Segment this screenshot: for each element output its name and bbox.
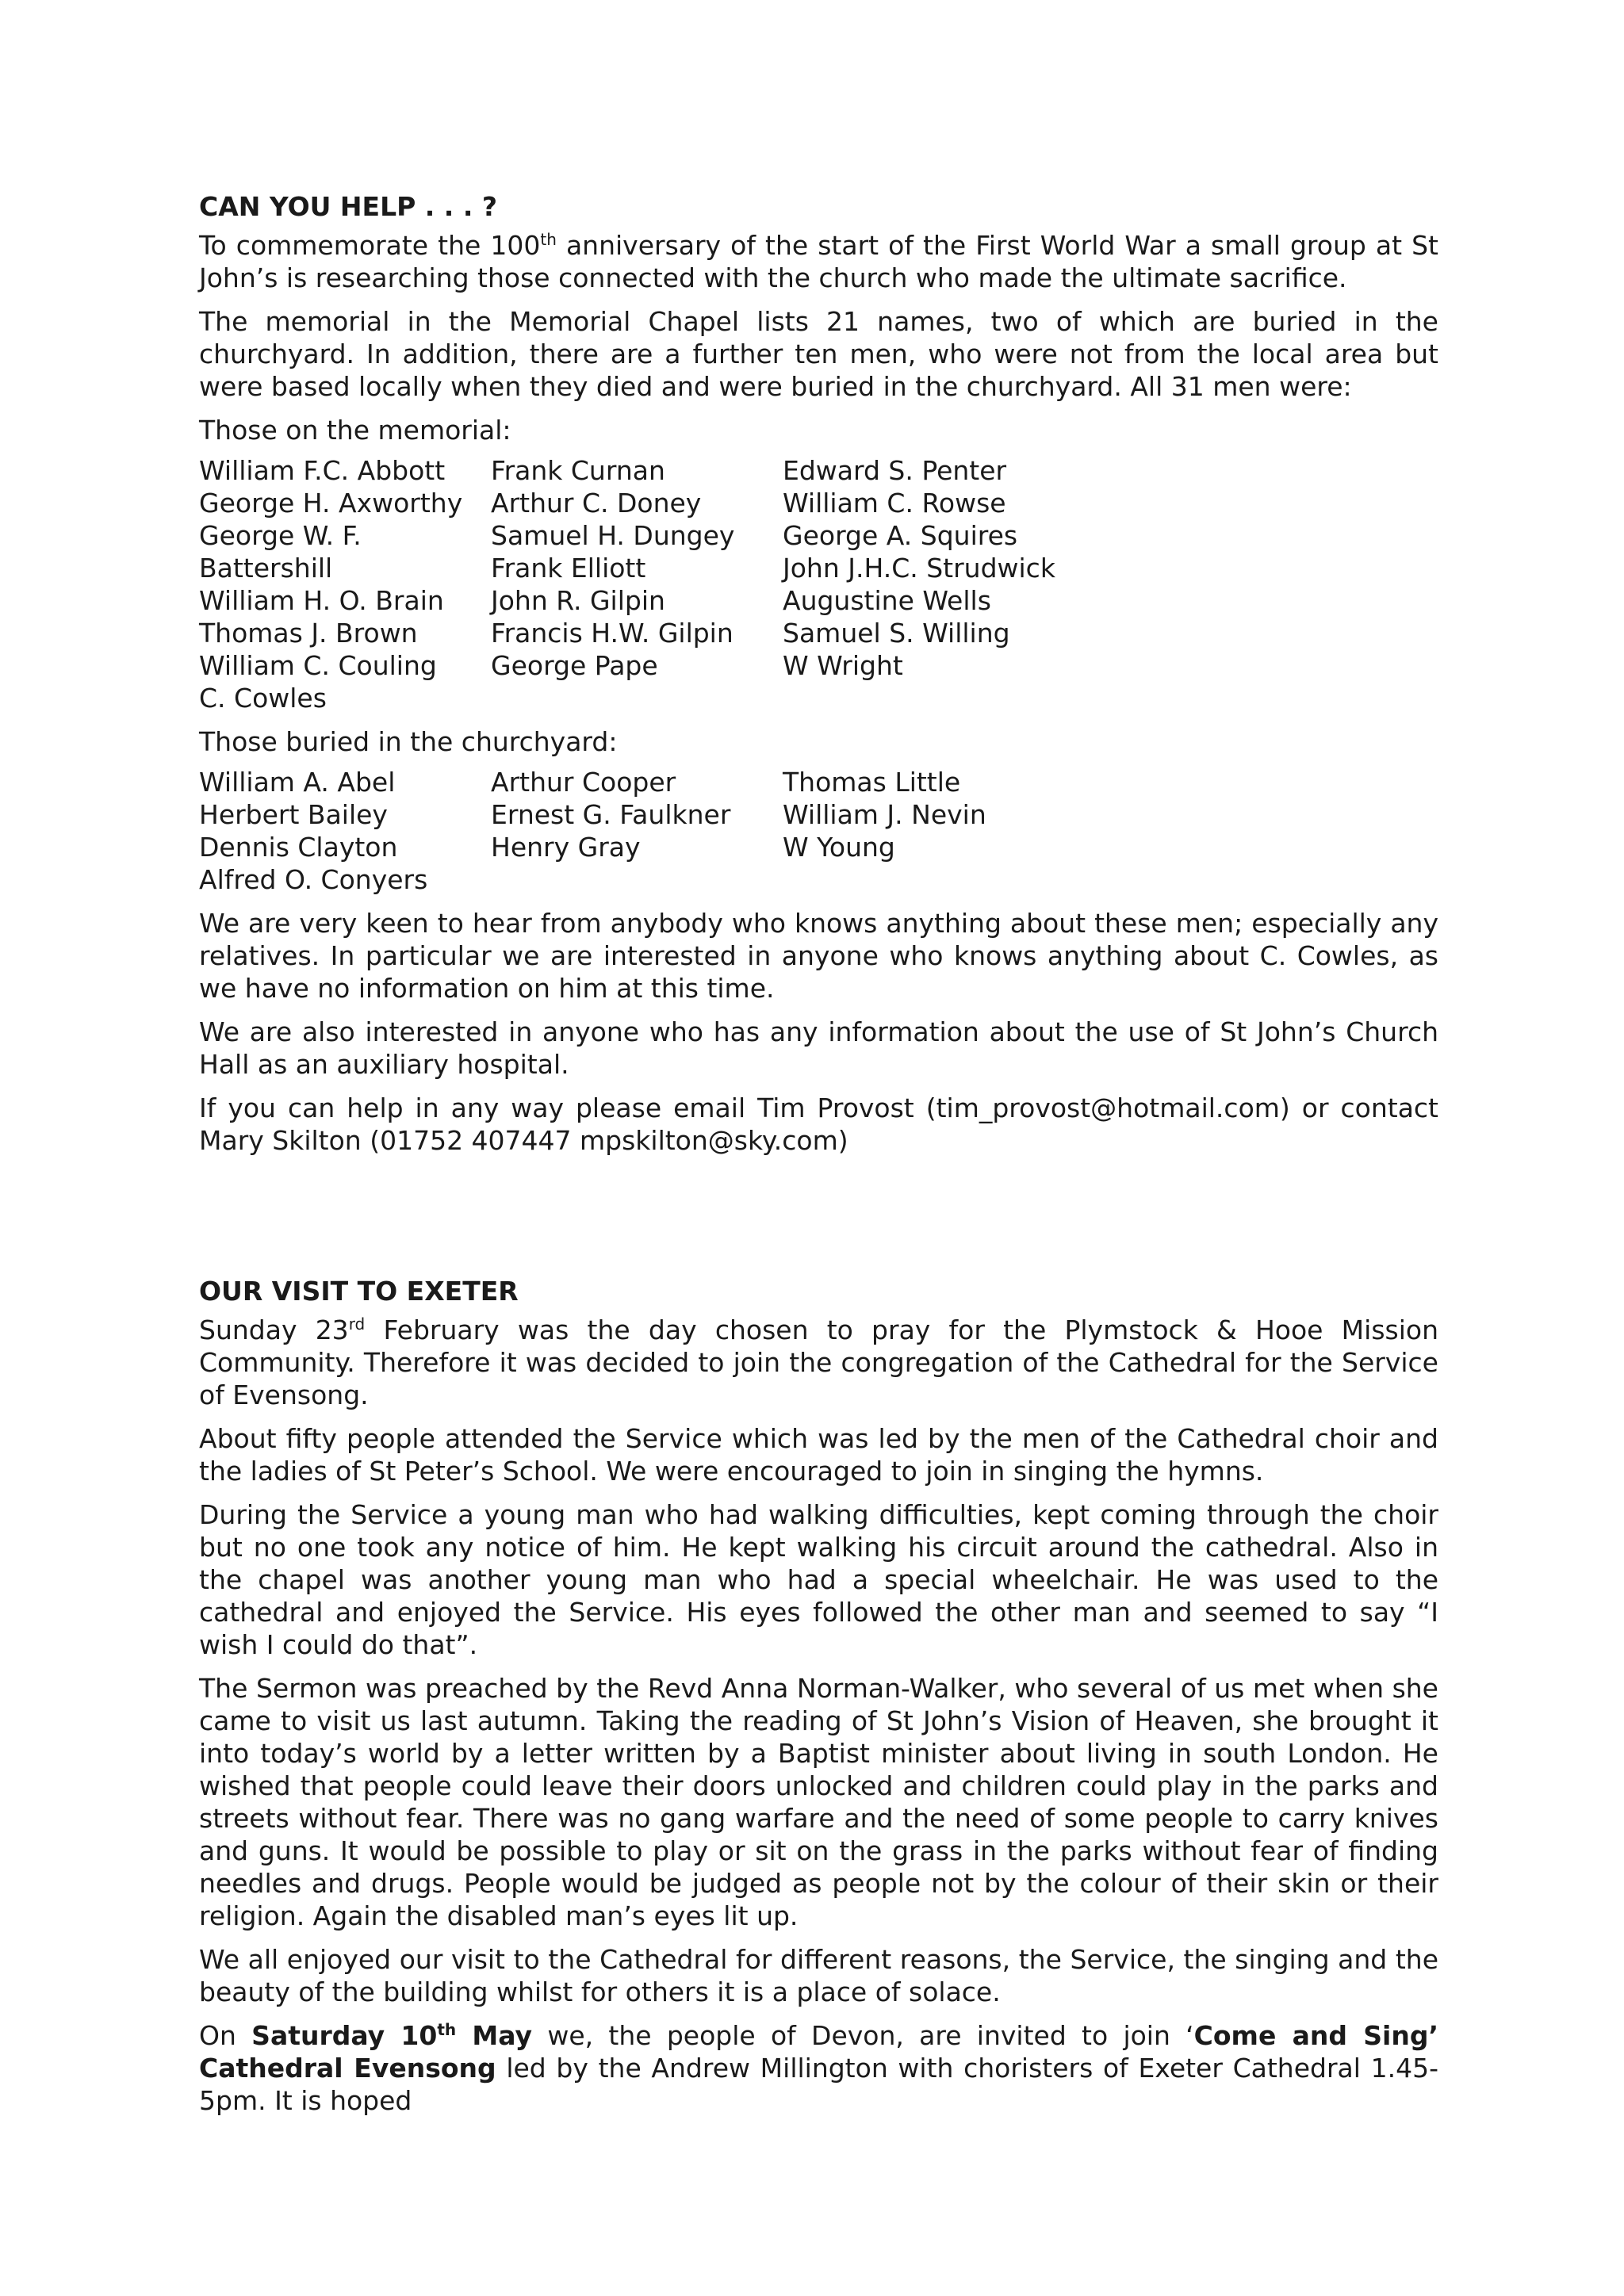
- name-item: Frank Curnan: [491, 455, 665, 486]
- name-item: Alfred O. Conyers: [199, 864, 428, 895]
- churchyard-names-list: [199, 766, 1438, 896]
- name-item: Samuel H. Dungey: [491, 520, 735, 551]
- name-item: George H. Axworthy: [199, 488, 463, 519]
- name-item: Samuel S. Willing: [783, 618, 1010, 649]
- name-item: Thomas J. Brown: [199, 618, 418, 649]
- section-spacer: [199, 1168, 1438, 1275]
- churchyard-names-column-2: [491, 766, 783, 896]
- name-item: George Pape: [491, 650, 658, 681]
- hospital-paragraph: We are also interested in anyone who has any information about the use of St John’s Church Hall as an auxiliary hospital.: [199, 1016, 1438, 1080]
- name-item: Herbert Bailey: [199, 799, 388, 830]
- memorial-names-list: [199, 454, 1438, 714]
- enjoyment-paragraph: We all enjoyed our visit to the Cathedral for different reasons, the Service, the singing and the beauty of the building whilst for others it is a place of solace.: [199, 1944, 1438, 2007]
- event-name: Come and Sing’ Cathedral Evensong: [199, 2020, 1438, 2084]
- memorial-names-column-3: [783, 454, 1055, 714]
- come-and-sing-paragraph: On Saturday 10th May we, the people of Devon, are invited to join ‘Come and Sing’ Cathedral Evensong led by the Andrew Millington with choristers of Exeter Cathedral 1.45-5pm. It is hoped: [199, 2020, 1438, 2116]
- name-item: Ernest G. Faulkner: [491, 799, 731, 830]
- name-item: C. Cowles: [199, 683, 327, 714]
- name-item: W Wright: [783, 650, 903, 681]
- sermon-paragraph: The Sermon was preached by the Revd Anna Norman-Walker, who several of us met when she came to visit us last autumn. Taking the reading of St John’s Vision of Heaven, she brought it into today’s world by a letter written by a Baptist minister about living in south London. He wished that people could leave their doors unlocked and children could play in the parks and streets without fear. There was no gang warfare and the need of some people to carry knives and guns. It would be possible to play or sit on the grass in the parks without fear of finding needles and drugs. People would be judged as people not by the colour of their skin or their religion. Again the disabled man’s eyes lit up.: [199, 1673, 1438, 1931]
- attendance-paragraph: About fifty people attended the Service which was led by the men of the Cathedral choir and the ladies of St Peter’s School. We were encouraged to join in singing the hymns.: [199, 1423, 1438, 1487]
- churchyard-label: Those buried in the churchyard:: [199, 726, 618, 757]
- name-item: Augustine Wells: [783, 585, 991, 616]
- name-item: Dennis Clayton: [199, 832, 398, 863]
- intro-paragraph: To commemorate the 100th anniversary of the start of the First World War a small group at St John’s is researching those connected with the church who made the ultimate sacrifice.: [199, 230, 1438, 293]
- section-heading-exeter-visit: OUR VISIT TO EXETER: [199, 1276, 519, 1307]
- name-item: William C. Couling: [199, 650, 437, 681]
- memorial-label: Those on the memorial:: [199, 415, 511, 446]
- visit-intro-paragraph: Sunday 23rd February was the day chosen to pray for the Plymstock & Hooe Mission Community. Therefore it was decided to join the congregation of the Cathedral for the Service of Evensong.: [199, 1314, 1438, 1410]
- name-item: Francis H.W. Gilpin: [491, 618, 733, 649]
- name-item: Edward S. Penter: [783, 455, 1007, 486]
- memorial-names-column-1: [199, 454, 491, 714]
- name-item: Henry Gray: [491, 832, 641, 863]
- name-item: William H. O. Brain: [199, 585, 444, 616]
- name-item: William C. Rowse: [783, 488, 1006, 519]
- churchyard-names-column-3: [783, 766, 986, 896]
- name-item: William F.C. Abbott: [199, 455, 446, 486]
- name-item: William A. Abel: [199, 767, 396, 798]
- name-item: John J.H.C. Strudwick: [783, 553, 1055, 584]
- memorial-names-column-2: [491, 454, 783, 714]
- appeal-paragraph: We are very keen to hear from anybody who knows anything about these men; especially any relatives. In particular we are interested in anyone who knows anything about C. Cowles, as we have no information on him at this time.: [199, 908, 1438, 1004]
- memorial-paragraph: The memorial in the Memorial Chapel lists 21 names, two of which are buried in the churchyard. In addition, there are a further ten men, who were not from the local area but were based locally when they died and were buried in the churchyard. All 31 men were:: [199, 306, 1438, 402]
- name-item: Arthur Cooper: [491, 767, 676, 798]
- section-heading-can-you-help: CAN YOU HELP . . . ?: [199, 191, 498, 222]
- newsletter-page: [199, 190, 1438, 2128]
- name-item: W Young: [783, 832, 895, 863]
- churchyard-names-column-1: [199, 766, 491, 896]
- event-date: Saturday 10th May: [251, 2020, 533, 2051]
- name-item: Thomas Little: [783, 767, 961, 798]
- name-item: John R. Gilpin: [491, 585, 665, 616]
- contact-paragraph: If you can help in any way please email Tim Provost (tim_provost@hotmail.com) or contact Mary Skilton (01752 407447 mpskilton@sky.com): [199, 1093, 1438, 1156]
- name-item: Arthur C. Doney: [491, 488, 702, 519]
- name-item: George A. Squires: [783, 520, 1018, 551]
- name-item: William J. Nevin: [783, 799, 986, 830]
- name-item: Frank Elliott: [491, 553, 646, 584]
- name-item: George W. F. Battershill: [199, 520, 362, 584]
- service-paragraph: During the Service a young man who had walking difficulties, kept coming through the choir but no one took any notice of him. He kept walking his circuit around the cathedral. Also in the chapel was another young man who had a special wheelchair. He was used to the cathedral and enjoyed the Service. His eyes followed the other man and seemed to say “I wish I could do that”.: [199, 1499, 1438, 1660]
